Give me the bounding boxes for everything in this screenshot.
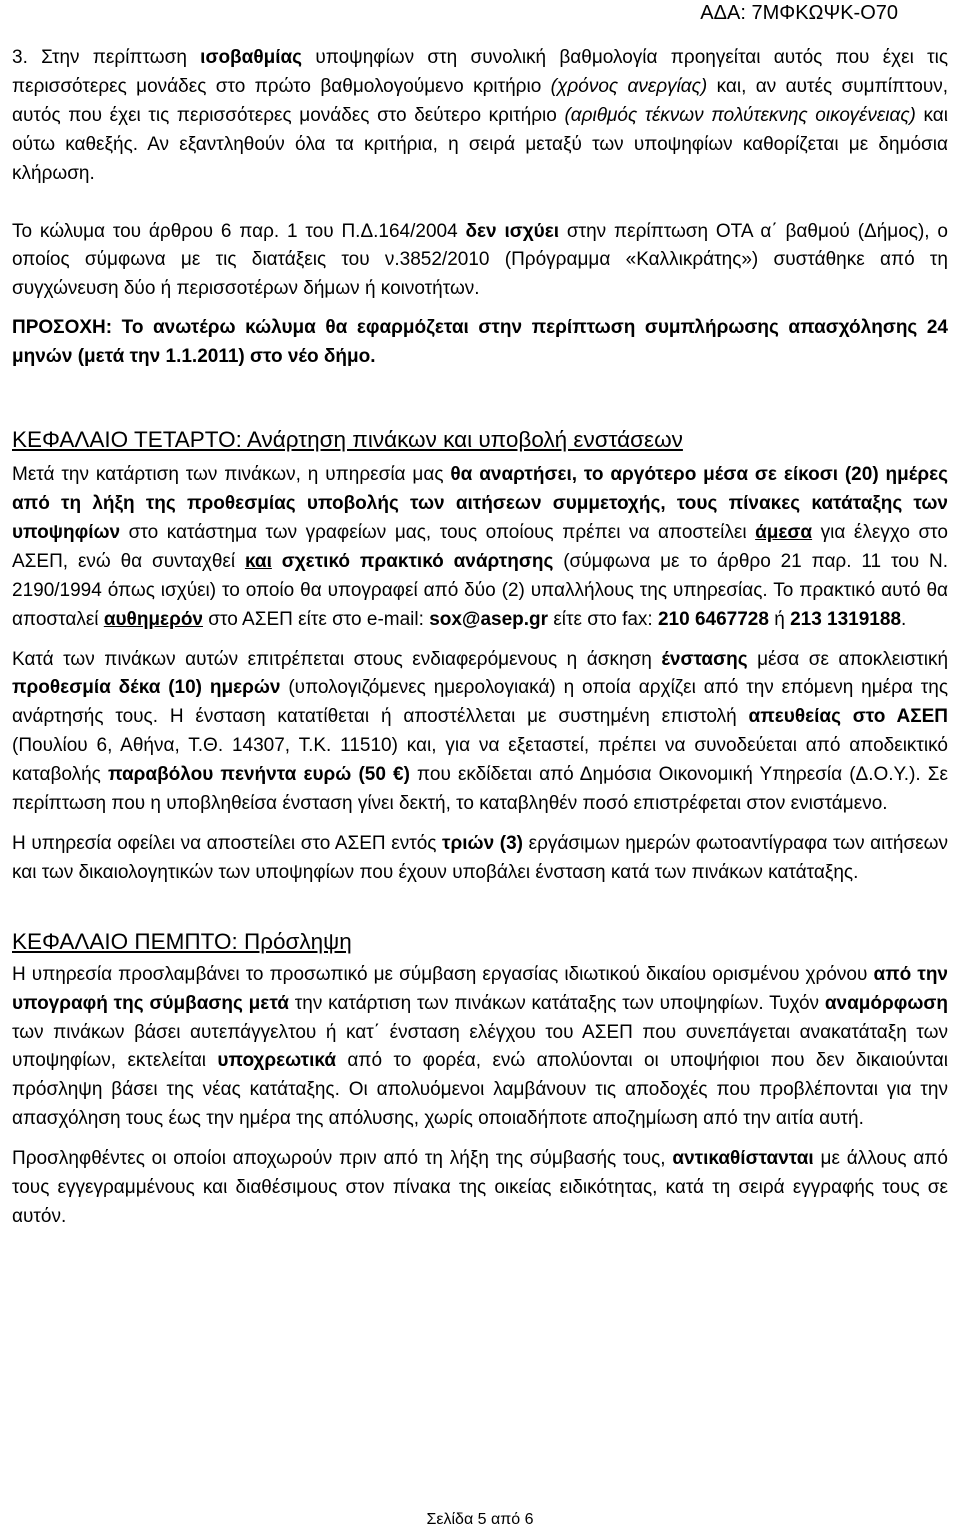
- text-run-bold: αντικαθίστανται: [672, 1148, 814, 1170]
- fax-number: 210 6467728: [657, 608, 769, 630]
- text-run-bold: από την υπογραφή της σύμβασης μετά: [12, 963, 948, 1014]
- chapter-5-title: ΚΕΦΑΛΑΙΟ ΠΕΜΠΤΟ: Πρόσληψη: [12, 928, 352, 954]
- text-run-bold-underlined: αυθημερόν: [103, 608, 203, 630]
- text-run-italic: (χρόνος ανεργίας): [550, 75, 708, 97]
- replacement-paragraph: [12, 1145, 948, 1232]
- text-run: ή: [768, 608, 791, 630]
- text-run: στο ΑΣΕΠ είτε στο e-mail:: [203, 608, 430, 630]
- text-run: για έλεγχο στο ΑΣΕΠ, ενώ θα συνταχθεί: [12, 521, 948, 572]
- text-run: (υπολογιζόμενες ημερολογιακά) η οποία αρχίζει από την επόμενη ημέρα της ανάρτησής τους. Η ένσταση κατατίθεται ή αποστέλλεται με συστημένη επιστολή: [12, 677, 949, 728]
- text-run: Το κώλυμα του άρθρου 6 παρ. 1 του Π.Δ.164/2004: [12, 220, 466, 242]
- text-run-bold: ισοβαθμίας: [200, 47, 303, 68]
- tie-break-paragraph: [12, 44, 948, 189]
- text-run: από το φορέα, ενώ απολύονται οι υποψήφιοι που δεν δικαιούνται πρόσληψη βάσει της νέας κατάταξης. Οι απολυόμενοι λαμβάνουν τις αποδοχές που προβλέπονται για την απασχόληση τους έως την ημέρα της απόλυσης, χωρίς οποιαδήποτε αποζημίωση από την αιτία αυτή.: [12, 1050, 949, 1130]
- text-run: μέσα σε αποκλειστική: [747, 648, 949, 670]
- text-run: (Πουλίου 6, Αθήνα, Τ.Θ. 14307, Τ.Κ. 11510) και, για να εξεταστεί, πρέπει να συνοδεύεται από αποδεικτικό καταβολής: [12, 735, 948, 786]
- text-run: την κατάρτιση των πινάκων κατάταξης των υποψηφίων. Τυχόν: [288, 992, 825, 1014]
- text-run: Η υπηρεσία οφείλει να αποστείλει στο ΑΣΕΠ εντός: [12, 832, 443, 854]
- hiring-paragraph: [12, 961, 948, 1134]
- ada-code: ΑΔΑ: 7ΜΦΚΩΨΚ-Ο70: [700, 2, 898, 24]
- posting-paragraph: [12, 461, 948, 634]
- text-run: .: [901, 608, 907, 630]
- text-run-bold: σχετικό πρακτικό ανάρτησης: [281, 550, 554, 572]
- text-run-bold: ένστασης: [661, 648, 748, 670]
- text-run: [272, 551, 282, 572]
- text-run-bold: αναμόρφωση: [824, 992, 948, 1014]
- text-run-bold: απευθείας στο ΑΣΕΠ: [748, 706, 948, 728]
- text-run: εργάσιμων ημερών φωτοαντίγραφα των αιτήσεων και των δικαιολογητικών των υποψηφίων που έχουν υποβάλει ένσταση κατά των πινάκων κατάταξης.: [12, 832, 948, 883]
- text-run: (σύμφωνα με το άρθρο 21 παρ. 11 του Ν. 2190/1994 όπως ισχύει) το οποίο θα υπογραφεί από δύο (2) υπαλλήλους της υπηρεσίας. Το πρακτικό αυτό θα αποσταλεί: [12, 550, 948, 630]
- text-run-bold: τριών (3): [442, 832, 523, 854]
- text-run-bold: υποχρεωτικά: [217, 1050, 337, 1072]
- text-run: Η υπηρεσία προσλαμβάνει το προσωπικό με σύμβαση εργασίας ιδιωτικού δικαίου ορισμένου χρόνου: [12, 963, 874, 985]
- text-run: Μετά την κατάρτιση των πινάκων, η υπηρεσία μας: [12, 464, 451, 486]
- obstacle-paragraph: [12, 218, 948, 305]
- text-run: και ούτω καθεξής. Αν εξαντληθούν όλα τα κριτήρια, η σειρά μεταξύ των υποψηφίων καθορίζεται με δημόσια κλήρωση.: [12, 104, 948, 184]
- text-run-bold-underlined: άμεσα: [755, 521, 813, 543]
- text-run: και, αν αυτές συμπίπτουν, αυτός που έχει τις περισσότερες μονάδες στο δεύτερο κριτήριο: [12, 75, 948, 126]
- text-run: 3. Στην περίπτωση: [12, 47, 201, 68]
- page-number: Σελίδα 5 από 6: [426, 1511, 534, 1528]
- text-run: Κατά των πινάκων αυτών επιτρέπεται στους ενδιαφερόμενους η άσκηση: [12, 648, 662, 670]
- text-run-bold: παραβόλου πενήντα ευρώ (50 €): [107, 764, 410, 786]
- attention-notice: ΠΡΟΣΟΧΗ: Το ανωτέρω κώλυμα θα εφαρμόζεται στην περίπτωση συμπλήρωσης απασχόλησης 24 μηνών (μετά την 1.1.2011) στο νέο δήμο.: [12, 317, 948, 368]
- chapter-4-title: ΚΕΦΑΛΑΙΟ ΤΕΤΑΡΤΟ: Ανάρτηση πινάκων και υποβολή ενστάσεων: [12, 427, 683, 453]
- text-run-bold-underlined: και: [244, 550, 272, 572]
- email-address: sox@asep.gr: [429, 608, 549, 630]
- text-run-italic: (αριθμός τέκνων πολύτεκνης οικογένειας): [564, 104, 916, 126]
- text-run: που εκδίδεται από Δημόσια Οικονομική Υπηρεσία (Δ.Ο.Υ.). Σε περίπτωση που η υποβληθείσα ένσταση γίνει δεκτή, το καταβληθέν ποσό επιστρέφεται στον ενιστάμενο.: [12, 764, 949, 815]
- text-run: με άλλους από τους εγγεγραμμένους και διαθέσιμους στον πίνακα της οικείας ειδικότητας, κατά τη σειρά εγγραφής τους σε αυτόν.: [12, 1148, 948, 1227]
- text-run: στην περίπτωση ΟΤΑ α΄ βαθμού (Δήμος), ο οποίος σύμφωνα με τις διατάξεις του ν.3852/2010 (Πρόγραμμα «Καλλικράτης») συστάθηκε από τη συγχώνευση δύο ή περισσοτέρων δήμων ή κοινοτήτων.: [12, 220, 948, 300]
- text-run-bold: προθεσμία δέκα (10) ημερών: [12, 677, 281, 699]
- text-run: υποψηφίων στη συνολική βαθμολογία προηγείται αυτός που έχει τις περισσότερες μονάδες στο πρώτο βαθμολογούμενο κριτήριο: [12, 47, 948, 97]
- document-page: [12, 44, 948, 1232]
- text-run-bold: θα αναρτήσει, το αργότερο μέσα σε είκοσι (20) ημέρες από τη λήξη της προθεσμίας υποβολής των αιτήσεων συμμετοχής, τους πίνακες κατάταξης των υποψηφίων: [12, 464, 948, 543]
- fax-number: 213 1319188: [790, 608, 902, 630]
- text-run: των πινάκων βάσει αυτεπάγγελτου ή κατ΄ ένσταση ελέγχου του ΑΣΕΠ που συνεπάγεται ανακατάταξη των υποψηφίων, εκτελείται: [12, 1021, 948, 1072]
- text-run: στο κατάστημα των γραφείων μας, τους οποίους πρέπει να αποστείλει: [120, 521, 756, 543]
- objection-paragraph: [12, 646, 948, 819]
- service-obligation-paragraph: [12, 830, 948, 888]
- text-run: Προσληφθέντες οι οποίοι αποχωρούν πριν από τη λήξη της σύμβασής τους,: [12, 1148, 673, 1170]
- text-run-bold: δεν ισχύει: [465, 220, 560, 242]
- text-run: είτε στο fax:: [548, 608, 658, 630]
